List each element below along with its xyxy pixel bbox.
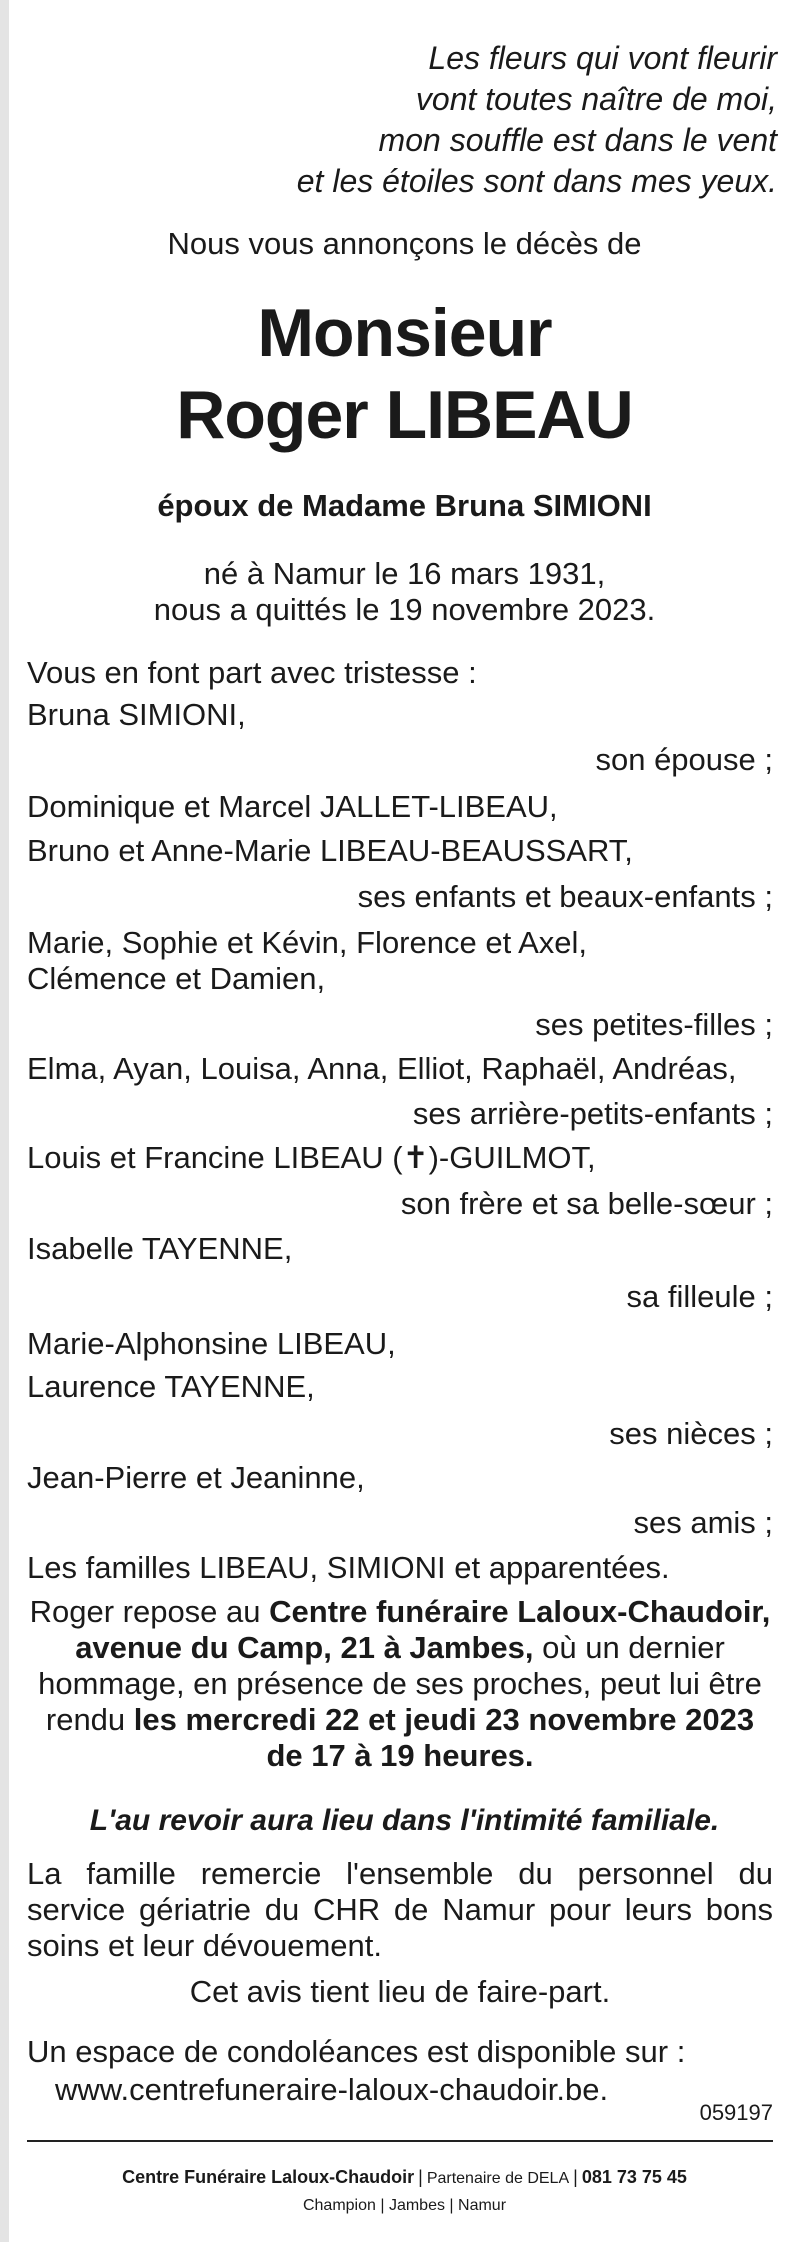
reference-number: 059197 bbox=[699, 2100, 773, 2125]
farewell-note: L'au revoir aura lieu dans l'intimité familiale. bbox=[89, 1804, 720, 1837]
birth-line: né à Namur le 16 mars 1931, bbox=[203, 556, 606, 591]
footer-company: Centre Funéraire Laloux-Chaudoir bbox=[122, 2167, 415, 2187]
family-names: Les familles LIBEAU, SIMIONI et apparentées. bbox=[27, 1550, 670, 1585]
deceased-title: Monsieur bbox=[257, 295, 552, 371]
funeral-home-name: Centre funéraire Laloux-Chaudoir, bbox=[269, 1594, 771, 1629]
family-names: Laurence TAYENNE, bbox=[27, 1369, 315, 1404]
family-relation: sa filleule ; bbox=[626, 1279, 773, 1314]
condolences-label: Un espace de condoléances est disponible sur : bbox=[27, 2034, 686, 2069]
announcement: Nous vous annonçons le décès de bbox=[167, 226, 642, 261]
family-names: Elma, Ayan, Louisa, Anna, Elliot, Raphaël, Andréas, bbox=[27, 1051, 737, 1086]
footer bbox=[9, 2167, 791, 2188]
footer-locations: Champion | Jambes | Namur bbox=[302, 2197, 507, 2214]
spouse-line: époux de Madame Bruna SIMIONI bbox=[157, 488, 652, 523]
family-intro: Vous en font part avec tristesse : bbox=[27, 655, 477, 690]
family-names: Dominique et Marcel JALLET-LIBEAU, bbox=[27, 789, 558, 824]
deceased-name: Roger LIBEAU bbox=[176, 377, 633, 453]
family-relation: ses enfants et beaux-enfants ; bbox=[357, 879, 773, 914]
footer-separator: | bbox=[418, 2167, 423, 2187]
poem-line: vont toutes naître de moi, bbox=[415, 81, 777, 117]
footer-divider bbox=[27, 2140, 773, 2142]
faire-part-note: Cet avis tient lieu de faire-part. bbox=[189, 1974, 611, 2009]
viewing-info bbox=[27, 1594, 773, 1774]
family-names: Bruna SIMIONI, bbox=[27, 697, 246, 732]
family-names: Bruno et Anne-Marie LIBEAU-BEAUSSART, bbox=[27, 833, 633, 868]
family-relation: ses arrière-petits-enfants ; bbox=[412, 1096, 773, 1131]
viewing-dates: les mercredi 22 et jeudi 23 novembre 2023 de 17 à 19 heures. bbox=[133, 1702, 755, 1773]
family-names: Jean-Pierre et Jeaninne, bbox=[27, 1460, 365, 1495]
poem-line: et les étoiles sont dans mes yeux. bbox=[296, 163, 777, 199]
poem bbox=[297, 38, 777, 202]
family-relation: ses nièces ; bbox=[609, 1416, 773, 1451]
footer-phone: 081 73 75 45 bbox=[581, 2167, 687, 2187]
family-relation: son épouse ; bbox=[595, 742, 773, 777]
funeral-home-address: avenue du Camp, 21 à Jambes, bbox=[75, 1630, 534, 1665]
family-names: Clémence et Damien, bbox=[27, 961, 326, 996]
viewing-text: où un dernier hommage, en présence de ses proches, peut lui être rendu bbox=[38, 1630, 762, 1737]
family-relation: ses petites-filles ; bbox=[535, 1007, 773, 1042]
family-relation: son frère et sa belle-sœur ; bbox=[400, 1186, 773, 1221]
family-names: Marie-Alphonsine LIBEAU, bbox=[27, 1326, 396, 1361]
thanks-paragraph: La famille remercie l'ensemble du personnel du service gériatrie du CHR de Namur pour leurs bons soins et leur dévouement. bbox=[27, 1856, 773, 1963]
family-names: Marie, Sophie et Kévin, Florence et Axel, bbox=[27, 925, 588, 960]
poem-line: mon souffle est dans le vent bbox=[378, 122, 777, 158]
family-relation: ses amis ; bbox=[633, 1505, 773, 1540]
family-names: Isabelle TAYENNE, bbox=[27, 1231, 293, 1266]
poem-line: Les fleurs qui vont fleurir bbox=[428, 40, 777, 76]
condolences-link[interactable]: www.centrefuneraire-laloux-chaudoir.be. bbox=[55, 2072, 609, 2107]
death-line: nous a quittés le 19 novembre 2023. bbox=[153, 592, 656, 627]
viewing-text: Roger repose au bbox=[29, 1594, 270, 1629]
footer-separator: | bbox=[573, 2167, 578, 2187]
family-names: Louis et Francine LIBEAU (✝)-GUILMOT, bbox=[27, 1140, 596, 1175]
footer-partner: Partenaire de DELA bbox=[426, 2170, 570, 2187]
